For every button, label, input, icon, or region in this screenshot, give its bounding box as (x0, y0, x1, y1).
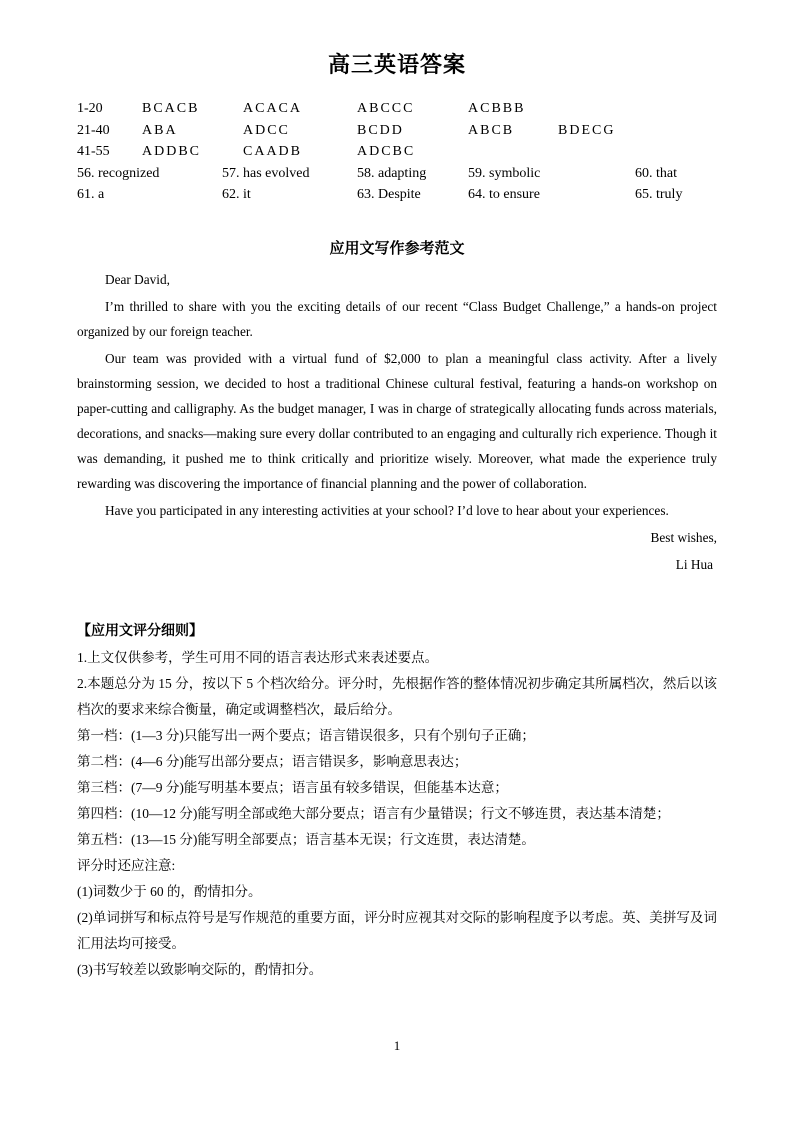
answer-row (77, 144, 717, 166)
answer-group: BDECG (558, 122, 616, 138)
answer-range: 41-55 (77, 144, 110, 159)
answer-row (77, 101, 717, 123)
essay-section-heading: 应用文写作参考范文 (329, 240, 465, 257)
answer-item: 63. Despite (357, 187, 421, 202)
rubric-line: 2.本题总分为 15 分，按以下 5 个档次给分。评分时，先根据作答的整体情况初步确定其所属档次，然后以该档次的要求来综合衡量，确定或调整档次，最后给分。 (77, 675, 717, 717)
rubric-line: 第三档：(7—9 分)能写明基本要点；语言虽有较多错误，但能基本达意； (77, 779, 508, 795)
rubric-line: (3)书写较差以致影响交际的，酌情扣分。 (77, 961, 323, 977)
answer-group: CAADB (243, 144, 303, 159)
rubric-line: (1)词数少于 60 的，酌情扣分。 (77, 883, 262, 899)
letter-paragraph: Have you participated in any interesting activities at your school? I’d love to hear about your experiences. (105, 502, 669, 518)
answer-item: 65. truly (635, 187, 683, 202)
rubric-line: 第五档：(13—15 分)能写明全部要点；语言基本无误；行文连贯，表达清楚。 (77, 831, 535, 847)
answer-group: ADCBC (357, 144, 416, 159)
answer-group: ADDBC (142, 144, 202, 159)
answer-group: ADCC (243, 122, 290, 138)
answer-range: 21-40 (77, 122, 110, 138)
answer-item: 62. it (222, 187, 251, 202)
model-essay-letter (77, 267, 717, 577)
answer-row (77, 187, 717, 209)
rubric-heading: 【应用文评分细则】 (77, 623, 203, 639)
answer-item: 64. to ensure (468, 187, 540, 202)
rubric-line: 第一档：(1—3 分)只能写出一两个要点；语言错误很多，只有个别句子正确； (77, 727, 535, 743)
answer-group: BCACB (142, 101, 200, 116)
answer-group: ACACA (243, 101, 303, 116)
answer-group: ABCB (468, 122, 515, 138)
answer-item: 60. that (635, 165, 677, 181)
page-number: 1 (393, 1038, 401, 1053)
document-title: 高三英语答案 (327, 52, 466, 77)
answer-row (77, 123, 717, 145)
answer-item: 57. has evolved (222, 165, 310, 181)
rubric-line: 第二档：(4—6 分)能写出部分要点；语言错误多，影响意思表达； (77, 753, 468, 769)
answer-range: 1-20 (77, 101, 103, 116)
rubric-line: 1.上文仅供参考，学生可用不同的语言表达形式来表述要点。 (77, 649, 439, 665)
rubric-line: 评分时还应注意: (77, 857, 176, 873)
answer-item: 56. recognized (77, 165, 160, 181)
rubric-line: (2)单词拼写和标点符号是写作规范的重要方面，评分时应视其对交际的影响程度予以考虑。英、美拼写及词汇用法均可接受。 (77, 909, 717, 951)
answer-key-section (77, 101, 717, 209)
answer-item: 59. symbolic (468, 165, 541, 181)
letter-closing: Best wishes, (650, 529, 717, 545)
answer-group: ACBBB (468, 101, 526, 116)
letter-salutation: Dear David, (105, 271, 170, 287)
letter-signature: Li Hua (675, 556, 713, 572)
answer-item: 61. a (77, 187, 105, 202)
letter-paragraph: I’m thrilled to share with you the exciting details of our recent “Class Budget Challenge,” a hands-on project organized by our foreign teacher. (77, 298, 717, 339)
rubric-line: 第四档：(10—12 分)能写明全部或绝大部分要点；语言有少量错误；行文不够连贯，表达基本清楚； (77, 805, 670, 821)
scoring-rubric-section (77, 619, 717, 983)
letter-paragraph: Our team was provided with a virtual fund of $2,000 to plan a meaningful class activity. After a lively brainstorming session, we decided to host a traditional Chinese cultural festival, featuring a hands-on workshop on paper-cutting and calligraphy. As the budget manager, I was in charge of strategically allocating funds across materials, decorations, and snacks—making sure every dollar contributed to an engaging and culturally rich experience. Though it was demanding, it pushed me to think critically and prioritize wisely. Moreover, what made the experience truly rewarding was discovering the importance of financial planning and the power of collaboration. (77, 350, 717, 491)
answer-item: 58. adapting (357, 165, 427, 181)
page-content (77, 0, 717, 983)
answer-group: BCDD (357, 122, 404, 138)
answer-group: ABCCC (357, 101, 415, 116)
answer-row (77, 166, 717, 188)
answer-group: ABA (142, 122, 178, 138)
